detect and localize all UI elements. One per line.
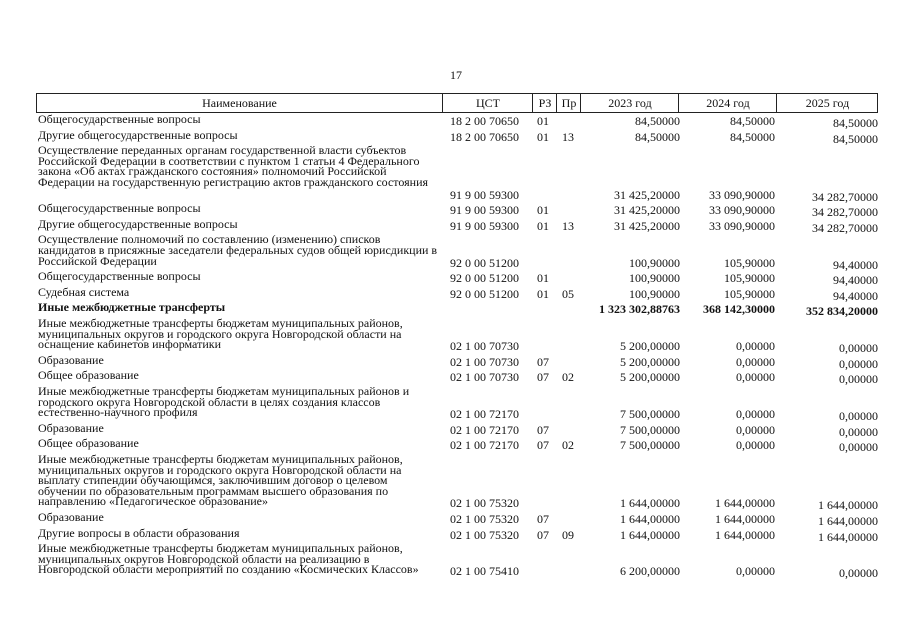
row-2025: 34 282,70000 [812,189,878,204]
row-2024: 0,00000 [736,370,775,385]
row-2023: 7 500,00000 [620,407,680,422]
row-name: Общегосударственные вопросы [38,112,201,126]
row-2024: 105,90000 [724,255,775,270]
row-2024: 84,50000 [730,129,775,144]
row-rz: 07 [537,422,549,437]
row-name: Общегосударственные вопросы [38,201,201,216]
table-row [38,145,878,203]
row-2023: 1 644,00000 [620,511,680,526]
row-rz: 01 [537,271,549,286]
row-2024: 0,00000 [736,407,775,422]
row-2023: 1 644,00000 [620,496,680,511]
table-row [38,383,878,424]
row-2025: 34 282,70000 [812,220,878,235]
row-cst: 92 0 00 51200 [450,271,519,286]
header-2024: 2024 год [678,94,777,112]
row-cst: 02 1 00 75410 [450,564,519,579]
row-2024: 84,50000 [730,114,775,128]
row-2023: 1 644,00000 [620,527,680,542]
header-2025: 2025 год [776,94,878,112]
row-name: Осуществление переданных органам государственной власти субъектов Российской Федерации в соответствии с пунктом 1 статьи 4 Федерального закона «Об актах гражданского состояния» полномочий Российской Федерации на государственную регистрацию актов гражданского состояния [38,143,429,189]
row-cst: 91 9 00 59300 [450,187,519,202]
row-name: Осуществление полномочий по составлению (изменению) списков кандидатов в присяжные заседатели федеральных судов общей юрисдикции в Российской Федерации [38,232,438,268]
row-2024: 105,90000 [724,271,775,286]
row-2023: 5 200,00000 [620,339,680,354]
row-rz: 01 [537,218,549,233]
row-2023: 5 200,00000 [620,354,680,369]
row-2023: 31 425,20000 [614,218,680,233]
row-name: Судебная система [38,284,130,299]
header-2023: 2023 год [580,94,679,112]
row-pr: 02 [562,370,574,385]
row-cst: 02 1 00 72170 [450,438,519,453]
row-2023: 84,50000 [635,129,680,144]
row-rz: 07 [537,354,549,369]
row-cst: 02 1 00 70730 [450,339,519,354]
row-2023: 5 200,00000 [620,370,680,385]
row-2023: 100,90000 [629,271,680,286]
row-cst: 02 1 00 70730 [450,370,519,385]
row-2025: 1 644,00000 [818,498,878,513]
header-pr: Пр [556,94,581,112]
row-2023: 100,90000 [629,286,680,301]
table-row [38,543,878,580]
row-2023: 7 500,00000 [620,438,680,453]
row-name: Другие общегосударственные вопросы [38,216,238,231]
row-2025: 84,50000 [833,116,878,130]
header-name: Наименование [202,96,277,110]
row-2024: 0,00000 [736,354,775,369]
row-2024: 0,00000 [736,438,775,453]
header-cst: ЦСТ [442,94,533,112]
row-pr: 05 [562,286,574,301]
row-pr: 13 [562,129,574,144]
row-pr: 13 [562,218,574,233]
row-cst: 18 2 00 70650 [450,129,519,144]
row-2025: 94,40000 [833,273,878,288]
row-name: Общегосударственные вопросы [38,269,201,284]
row-cst: 02 1 00 75320 [450,511,519,526]
row-cst: 02 1 00 72170 [450,422,519,437]
row-name: Иные межбюджетные трансферты бюджетам муниципальных районов и городского округа Новгородской области в целях создания классов естественно-научного профиля [38,383,410,420]
row-name: Иные межбюджетные трансферты бюджетам муниципальных районов, муниципальных округов и городского округа Новгородской области на выплату стипендии обучающимся, заключившим договор о целевом обучении по образовательным программам высшего образования по направлению «Педагогическое образование» [38,451,403,509]
row-2025: 0,00000 [839,356,878,371]
row-2025: 1 644,00000 [818,529,878,544]
row-2024: 1 644,00000 [715,527,775,542]
row-2023: 100,90000 [629,255,680,270]
row-rz: 07 [537,438,549,453]
row-2024: 0,00000 [736,564,775,579]
row-cst: 02 1 00 75320 [450,527,519,542]
row-2025: 84,50000 [833,131,878,146]
row-rz: 07 [537,527,549,542]
row-2025: 34 282,70000 [812,205,878,220]
page-number: 17 [450,68,462,82]
row-cst: 92 0 00 51200 [450,255,519,270]
row-2024: 33 090,90000 [709,203,775,218]
row-2024: 33 090,90000 [709,218,775,233]
table-row [38,315,878,356]
row-cst: 91 9 00 59300 [450,203,519,218]
row-name: Образование [38,352,104,367]
row-2024: 33 090,90000 [709,187,775,202]
row-2025: 0,00000 [839,424,878,439]
table-row [38,451,878,513]
row-name: Другие вопросы в области образования [38,525,240,540]
row-rz: 01 [537,129,549,144]
row-rz: 01 [537,114,549,128]
row-2025: 0,00000 [839,341,878,356]
table-row [38,271,878,287]
row-cst: 92 0 00 51200 [450,286,519,301]
row-2023: 31 425,20000 [614,187,680,202]
row-rz: 07 [537,370,549,385]
row-2025: 94,40000 [833,288,878,303]
row-2023: 1 323 302,88763 [599,302,680,317]
table-row [38,352,878,371]
row-cst: 02 1 00 70730 [450,354,519,369]
row-name: Общее образование [38,368,139,383]
row-2025: 0,00000 [839,372,878,387]
row-name: Иные межбюджетные трансферты бюджетам муниципальных районов, муниципальных округов Новгородской области на реализацию в Новгородской области мероприятий по созданию «Космических Классов» [38,541,419,577]
row-name: Образование [38,420,104,435]
row-name: Общее образование [38,436,139,451]
row-2023: 84,50000 [635,114,680,128]
row-cst: 02 1 00 72170 [450,407,519,422]
row-2025: 0,00000 [839,440,878,455]
header-rz: РЗ [532,94,557,112]
table-row [38,234,878,271]
row-2024: 0,00000 [736,422,775,437]
row-2025: 1 644,00000 [818,513,878,528]
row-cst: 18 2 00 70650 [450,114,519,128]
row-pr: 09 [562,527,574,542]
row-2023: 31 425,20000 [614,203,680,218]
row-2024: 1 644,00000 [715,496,775,511]
row-2025: 352 834,20000 [806,304,878,319]
row-2023: 7 500,00000 [620,422,680,437]
row-2025: 0,00000 [839,566,878,581]
row-name: Иные межбюджетные трансферты бюджетам муниципальных районов, муниципальных округов и городского округа Новгородской области на оснащение кабинетов информатики [38,315,403,352]
row-2024: 105,90000 [724,286,775,301]
row-name: Иные межбюджетные трансферты [38,300,226,315]
row-2023: 6 200,00000 [620,564,680,579]
row-pr: 02 [562,438,574,453]
row-rz: 01 [537,286,549,301]
table-row [38,420,878,439]
row-cst: 02 1 00 75320 [450,496,519,511]
row-rz: 07 [537,511,549,526]
row-name: Другие общегосударственные вопросы [38,127,238,142]
row-2024: 368 142,30000 [703,302,775,317]
table-header [36,93,878,113]
row-2024: 0,00000 [736,339,775,354]
row-name: Образование [38,509,104,524]
row-2025: 94,40000 [833,257,878,272]
row-2025: 0,00000 [839,409,878,424]
row-cst: 91 9 00 59300 [450,218,519,233]
row-rz: 01 [537,203,549,218]
row-2024: 1 644,00000 [715,511,775,526]
table-body [38,114,878,580]
